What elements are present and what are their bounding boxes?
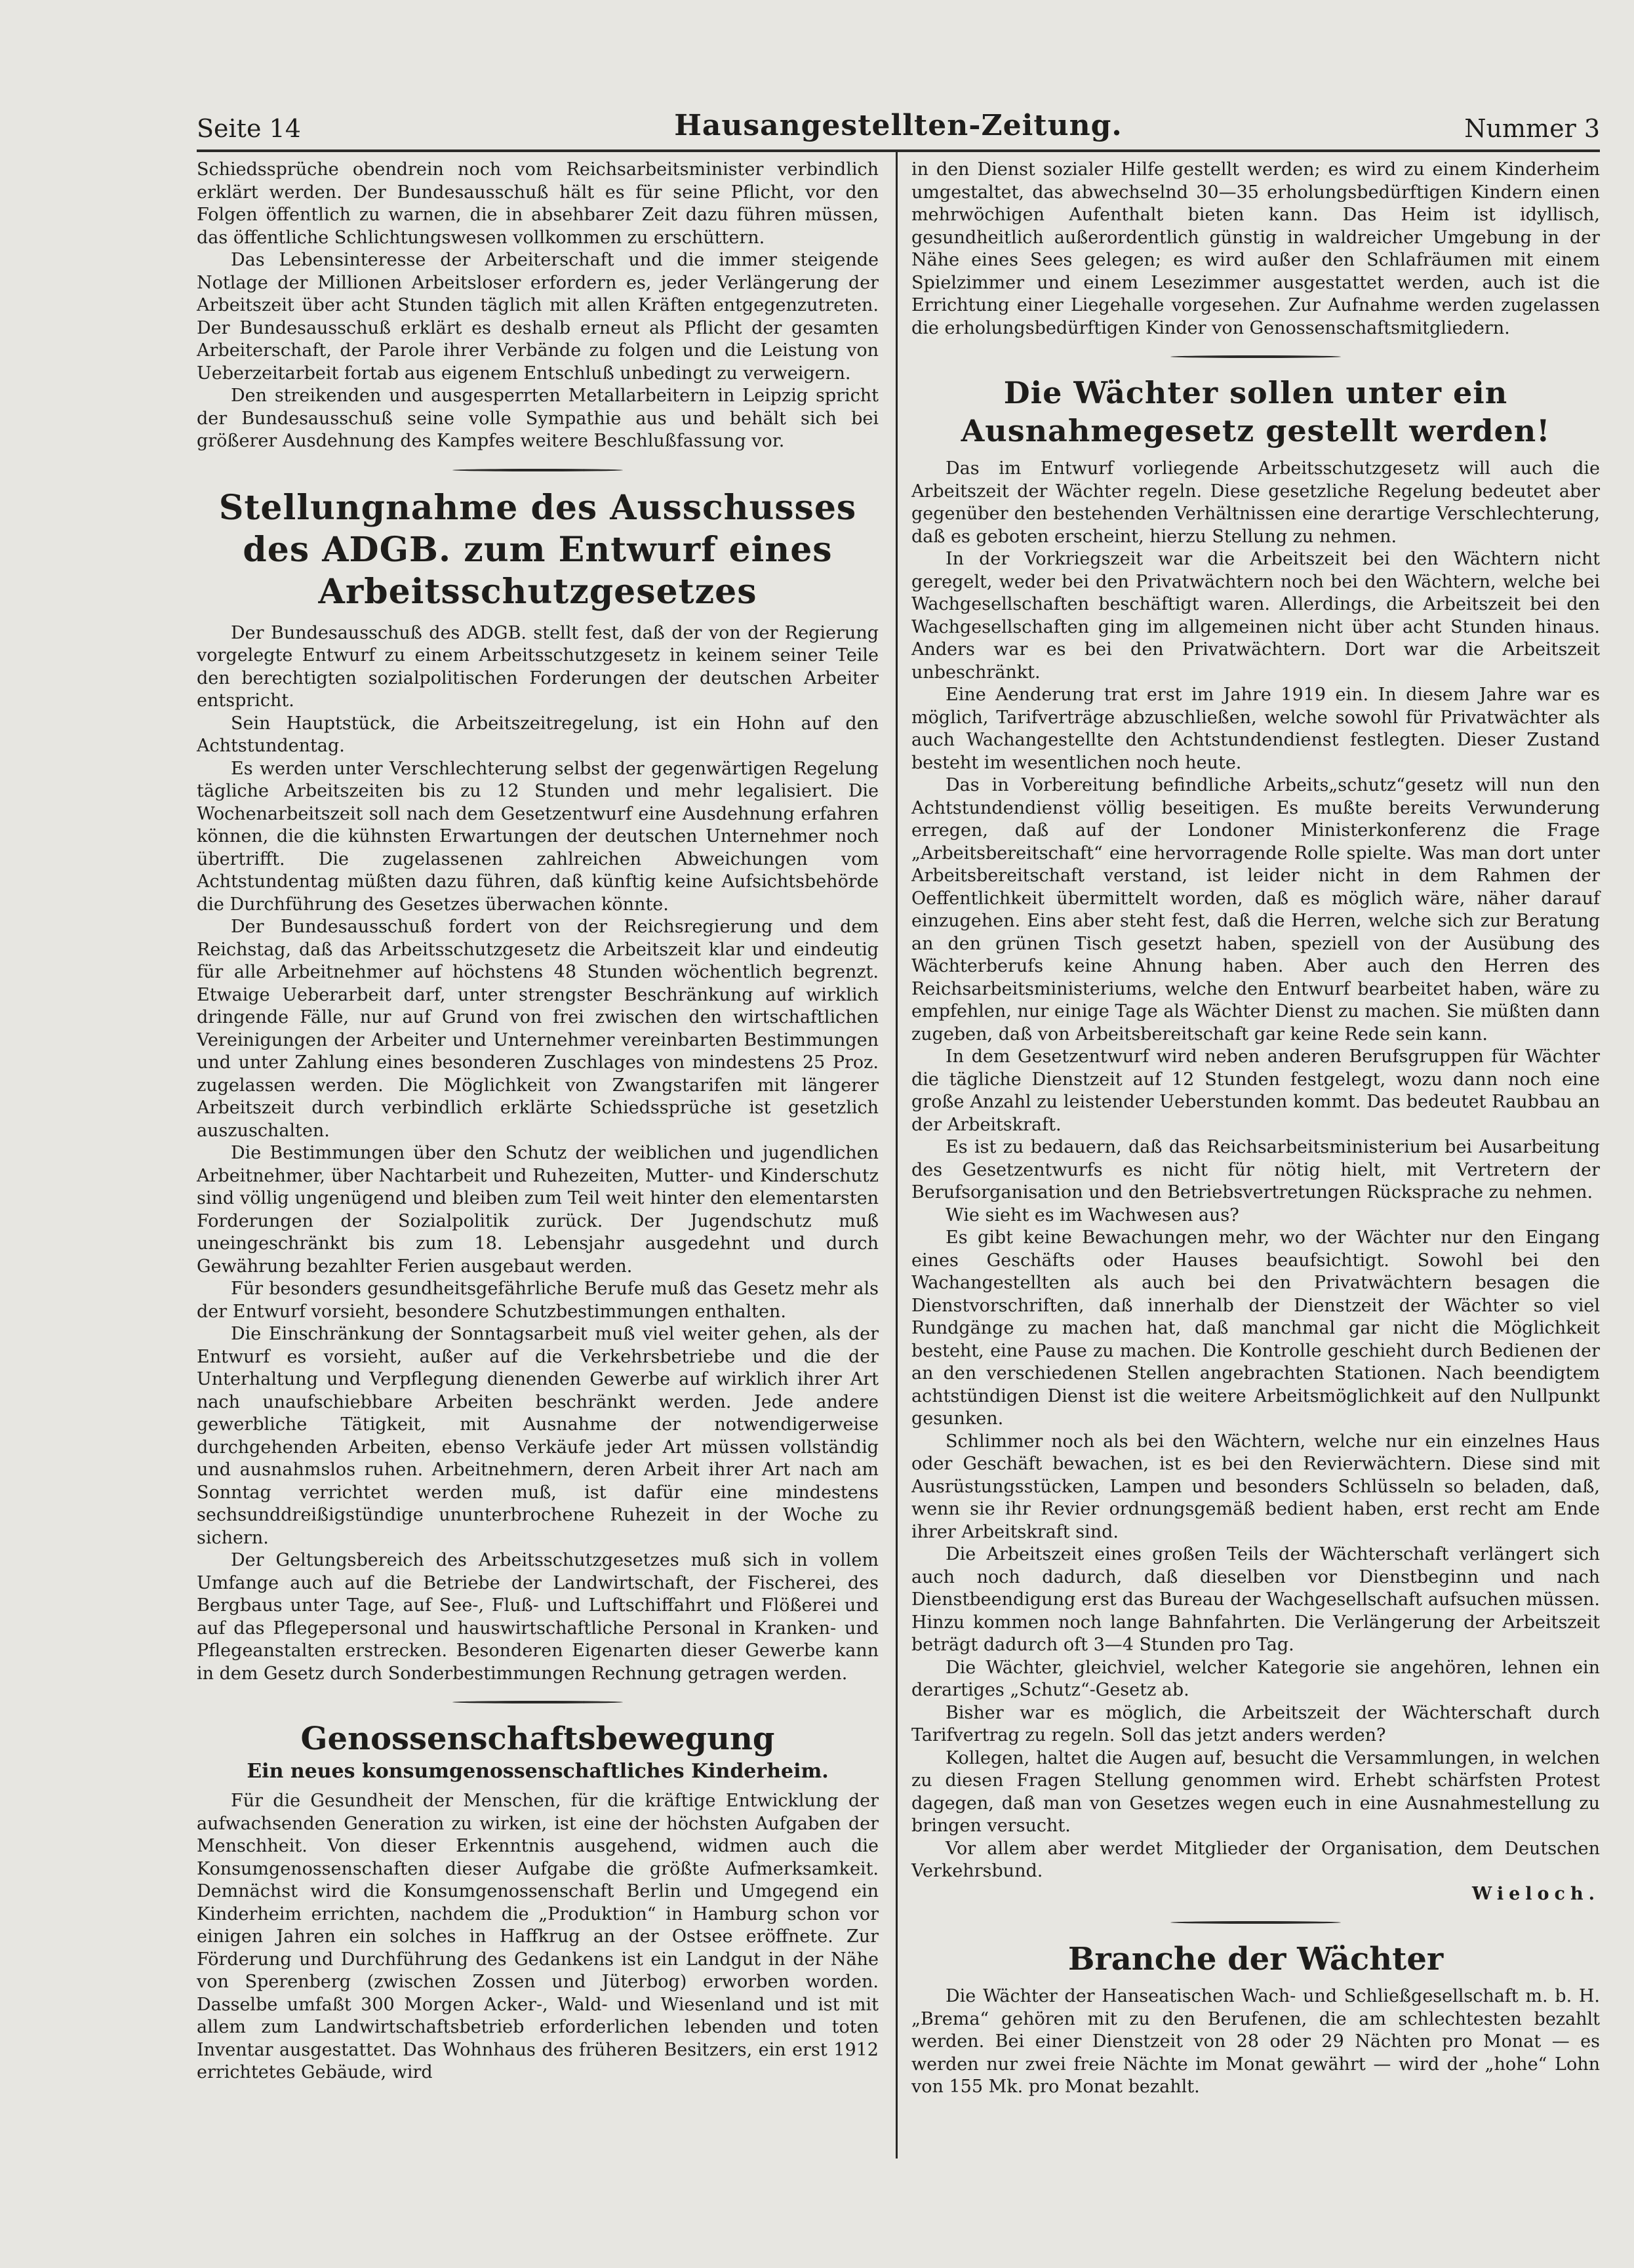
paragraph: Eine Aenderung trat erst im Jahre 1919 ein. In diesem Jahre war es möglich, Tarifverträge abzuschließen, welche sowohl für Privatwächter als auch Wachangestellte den Achtstundendienst festlegten. Dieser Zustand besteht im wesentlichen noch heute. (911, 685, 1600, 773)
section-heading-genossenschaft: Genossenschaftsbewegung (300, 1721, 775, 1757)
article-heading-adgb: Stellungnahme des Ausschusses des ADGB. zum Entwurf eines Arbeitsschutzgesetzes (218, 487, 857, 612)
paragraph: Kollegen, haltet die Augen auf, besucht die Versammlungen, in welchen zu diesen Fragen Stellung genommen wird. Erhebt schärfsten Protest dagegen, daß man von Gesetzes wegen euch in eine Ausnahmestellung zu bringen versucht. (911, 1747, 1600, 1836)
paragraph: Die Arbeitszeit eines großen Teils der Wächterschaft verlängert sich auch noch dadurch, daß dieselben vor Dienstbeginn und nach Dienstbeendigung erst das Bureau der Wachgesellschaft aufsuchen müssen. Hinzu kommen noch lange Bahnfahrten. Die Verlängerung der Arbeitszeit beträgt dadurch oft 3—4 Stunden pro Tag. (911, 1544, 1600, 1655)
paragraph: Das im Entwurf vorliegende Arbeitsschutzgesetz will auch die Arbeitszeit der Wächter regeln. Diese gesetzliche Regelung bedeutet aber gegenüber den bestehenden Verhältnissen eine derartige Verschlechterung, daß es geboten erscheint, hierzu Stellung zu nehmen. (911, 458, 1600, 547)
paragraph: Schlimmer noch als bei den Wächtern, welche nur ein einzelnes Haus oder Geschäft bewachen, ist es bei den Revierwächtern. Diese sind mit Ausrüstungsstücken, Lampen und besonders Schlüsseln so beladen, daß, wenn sie ihr Revier ordnungsgemäß bedient haben, erst recht am Ende ihrer Arbeitskraft sind. (911, 1431, 1600, 1542)
paragraph: Der Bundesausschuß des ADGB. stellt fest, daß der von der Regierung vorgelegte Entwurf zu einem Arbeitsschutzgesetz in keinem seiner Teile den berechtigten sozialpolitischen Forderungen der deutschen Arbeiter entspricht. (197, 622, 879, 711)
separator (452, 469, 623, 471)
paragraph: Das in Vorbereitung befindliche Arbeits„schutz“gesetz will nun den Achtstundendienst völlig beseitigen. Es mußte bereits Verwunderung erregen, daß auf der Londoner Ministerkonferenz die Frage „Arbeitsbereitschaft“ eine hervorragende Rolle spielte. Was man dort unter Arbeitsbereitschaft verstand, ist leider nicht in dem Rahmen der Oeffentlichkeit übermittelt worden, daß es möglich wäre, näher darauf einzugehen. Eins aber steht fest, daß die Herren, welche sich zur Beratung an den grünen Tisch gesetzt haben, speziell von der Ausübung des Wächterberufs keine Ahnung haben. Aber auch den Herren des Reichsarbeitsministeriums, welche den Entwurf bearbeitet haben, wäre zu empfehlen, nur einige Tage als Wächter Dienst zu machen. Sie müßten dann zugeben, daß von Arbeitsbereitschaft gar keine Rede sein kann. (911, 775, 1600, 1044)
separator (452, 1701, 623, 1703)
paragraph: Für besonders gesundheitsgefährliche Berufe muß das Gesetz mehr als der Entwurf vorsieht, besondere Schutzbestimmungen enthalten. (197, 1279, 879, 1322)
paragraph: Das Lebensinteresse der Arbeiterschaft und die immer steigende Notlage der Millionen Arbeitsloser erfordern es, jeder Verlängerung der Arbeitszeit über acht Stunden täglich mit allen Kräften entgegenzutreten. Der Bundesausschuß erklärt es deshalb erneut als Pflicht der gesamten Arbeiterschaft, der Parole ihrer Verbände zu folgen und die Leistung von Ueberzeitarbeit fortab aus eigenem Entschluß unbedingt zu verweigern. (197, 250, 879, 384)
paragraph: in den Dienst sozialer Hilfe gestellt werden; es wird zu einem Kinderheim umgestaltet, das abwechselnd 30—35 erholungsbedürftigen Kindern einen mehrwöchigen Aufenthalt bieten kann. Das Heim ist idyllisch, gesundheitlich außerordentlich günstig in waldreicher Umgebung in der Nähe eines Sees gelegen; es wird außer den Schlafräumen mit einem Spielzimmer und einem Lesezimmer ausgestattet werden, auch ist die Errichtung einer Liegehalle vorgesehen. Zur Aufnahme werden zugelassen die erholungsbedürftigen Kinder von Genossenschaftsmitgliedern. (911, 159, 1600, 338)
paragraph: Die Wächter, gleichviel, welcher Kategorie sie angehören, lehnen ein derartiges „Schutz“-Gesetz ab. (911, 1657, 1600, 1700)
masthead (197, 106, 1600, 152)
paragraph: Für die Gesundheit der Menschen, für die kräftige Entwicklung der aufwachsenden Generation zu wirken, ist eine der höchsten Aufgaben der Menschheit. Von dieser Erkenntnis ausgehend, widmen auch die Konsumgenossenschaften dieser Aufgabe die größte Aufmerksamkeit. Demnächst wird die Konsumgenossenschaft Berlin und Umgegend ein Kinderheim errichten, nachdem die „Produktion“ in Hamburg schon vor einigen Jahren ein solches in Haffkrug an der Ostsee eröffnete. Zur Förderung und Durchführung des Gedankens ist ein Landgut in der Nähe von Sperenberg (zwischen Zossen und Jüterbog) erworben worden. Dasselbe umfaßt 300 Morgen Acker-, Wald- und Wiesenland und ist mit allem zum Landwirtschaftsbetrieb erforderlichen lebenden und toten Inventar ausgestattet. Das Wohnhaus des früheren Besitzers, ein erst 1912 errichtetes Gebäude, wird (197, 1791, 879, 2082)
paragraph: Wie sieht es im Wachwesen aus? (946, 1204, 1239, 1225)
author-signature: Wieloch. (1471, 1883, 1600, 1904)
paragraph: Den streikenden und ausgesperrten Metallarbeitern in Leipzig spricht der Bundesausschuß seine volle Sympathie aus und behält sich bei größerer Ausdehnung des Kampfes weitere Beschlußfassung vor. (197, 386, 879, 451)
paragraph: Die Bestimmungen über den Schutz der weiblichen und jugendlichen Arbeitnehmer, über Nachtarbeit und Ruhezeiten, Mutter- und Kinderschutz sind völlig ungenügend und bleiben zum Teil weit hinter den elementarsten Forderungen der Sozialpolitik zurück. Der Jugendschutz muß uneingeschränkt bis zum 18. Lebensjahr ausgedehnt und durch Gewährung bezahlter Ferien ausgebaut werden. (197, 1143, 879, 1277)
separator (1170, 1921, 1341, 1924)
paragraph: Vor allem aber werdet Mitglieder der Organisation, dem Deutschen Verkehrsbund. (911, 1838, 1600, 1881)
article-heading-waechter: Die Wächter sollen unter ein Ausnahmegesetz gestellt werden! (961, 375, 1551, 448)
page-number: Seite 14 (197, 114, 301, 143)
paragraph: Es werden unter Verschlechterung selbst der gegenwärtigen Regelung tägliche Arbeitszeiten bis zu 12 Stunden und mehr legalisiert. Die Wochenarbeitszeit soll nach dem Gesetzentwurf eine Ausdehnung erfahren können, die die kühnsten Erwartungen der deutschen Unternehmer noch übertrifft. Die zugelassenen zahlreichen Abweichungen vom Achtstundentag müßten dazu führen, daß künftig keine Aufsichtsbehörde die Durchführung des Gesetzes überwachen könnte. (197, 758, 879, 915)
header-rule (197, 149, 1600, 152)
paragraph: Es gibt keine Bewachungen mehr, wo der Wächter nur den Eingang eines Geschäfts oder Hauses beaufsichtigt. Sowohl bei den Wachangestellten als auch bei den Privatwächtern besagen die Dienstvorschriften, daß innerhalb der Dienstzeit der Wächter so viel Rundgänge zu machen hat, daß manchmal gar nicht die Möglichkeit besteht, eine Pause zu machen. Die Kontrolle geschieht durch Bedienen der an den verschiedenen Stellen angebrachten Stationen. Nach beendigtem achtstündigen Dienst ist die weitere Arbeitsmöglichkeit auf den Nullpunkt gesunken. (911, 1227, 1600, 1429)
paragraph: Der Geltungsbereich des Arbeitsschutzgesetzes muß sich in vollem Umfange auch auf die Betriebe der Landwirtschaft, der Fischerei, des Bergbaus unter Tage, auf See-, Fluß- und Luftschiffahrt und Flößerei und auf das Pflegepersonal und hauswirtschaftliche Personal in Kranken- und Pflegeanstalten erstrecken. Besonderen Eigenarten dieser Gewerbe kann in dem Gesetz durch Sonderbestimmungen Rechnung getragen werden. (197, 1550, 879, 1684)
paragraph: Bisher war es möglich, die Arbeitszeit der Wächterschaft durch Tarifvertrag zu regeln. Soll das jetzt anders werden? (911, 1702, 1600, 1745)
separator (1170, 355, 1341, 358)
paragraph: Der Bundesausschuß fordert von der Reichsregierung und dem Reichstag, daß das Arbeitsschutzgesetz die Arbeitszeit klar und eindeutig für alle Arbeitnehmer auf höchstens 48 Stunden wöchentlich begrenzt. Etwaige Ueberarbeit darf, unter strengster Beschränkung auf wirklich dringende Fälle, nur auf Grund von frei zwischen den wirtschaftlichen Vereinigungen der Arbeiter und Unternehmer vereinbarten Bestimmungen und unter Zahlung eines besonderen Zuschlages von mindestens 25 Proz. zugelassen werden. Die Möglichkeit von Zwangstarifen mit längerer Arbeitszeit durch verbindlich erklärte Schiedssprüche ist gesetzlich auszuschalten. (197, 917, 879, 1141)
paragraph: In dem Gesetzentwurf wird neben anderen Berufsgruppen für Wächter die tägliche Dienstzeit auf 12 Stunden festgelegt, wozu dann noch eine große Anzahl zu leistender Ueberstunden kommt. Das bedeutet Raubbau an der Arbeitskraft. (911, 1046, 1600, 1135)
paragraph: Die Einschränkung der Sonntagsarbeit muß viel weiter gehen, als der Entwurf es vorsieht, außer auf die Verkehrsbetriebe und die der Unterhaltung und Verpflegung dienenden Gewerbe auf wirklich ihrer Art nach unaufschiebbare Arbeiten beschränkt werden. Jede andere gewerbliche Tätigkeit, mit Ausnahme der notwendigerweise durchgehenden Arbeiten, ebenso Verkäufe jeder Art müssen vollständig und ausnahmslos ruhen. Arbeitnehmern, deren Arbeit ihrer Art nach am Sonntag verrichtet werden muß, ist dafür eine mindestens sechsunddreißigstündige ununterbrochene Ruhezeit in der Woche zu sichern. (197, 1324, 879, 1548)
subheading-kinderheim: Ein neues konsumgenossenschaftliches Kinderheim. (247, 1760, 829, 1783)
issue-number: Nummer 3 (1464, 114, 1600, 143)
paragraph: Die Wächter der Hanseatischen Wach- und Schließgesellschaft m. b. H. „Brema“ gehören mit zu den Berufenen, die am schlechtesten bezahlt werden. Bei einer Dienstzeit von 28 oder 29 Nächten pro Monat — es werden nur zwei freie Nächte im Monat gewährt — wird der „hohe“ Lohn von 155 Mk. pro Monat bezahlt. (911, 1986, 1600, 2097)
left-column (197, 159, 879, 2084)
column-divider (896, 152, 898, 2159)
paragraph: Sein Hauptstück, die Arbeitszeitregelung, ist ein Hohn auf den Achtstundentag. (197, 713, 879, 756)
paragraph: Es ist zu bedauern, daß das Reichsarbeitsministerium bei Ausarbeitung des Gesetzentwurfs es nicht für nötig hielt, mit Vertretern der Berufsorganisation und den Betriebsvertretungen Rücksprache zu nehmen. (911, 1137, 1600, 1203)
paragraph: In der Vorkriegszeit war die Arbeitszeit bei den Wächtern nicht geregelt, weder bei den Privatwächtern noch bei den Wächtern, welche bei Wachgesellschaften beschäftigt waren. Allerdings, die Arbeitszeit bei den Wachgesellschaften ging im allgemeinen nicht über acht Stunden hinaus. Anders war es bei den Privatwächtern. Dort war die Arbeitszeit unbeschränkt. (911, 549, 1600, 683)
section-heading-branche: Branche der Wächter (1067, 1941, 1444, 1978)
paragraph: Schiedssprüche obendrein noch vom Reichsarbeitsminister verbindlich erklärt werden. Der Bundesausschuß hält es für seine Pflicht, vor den Folgen öffentlich zu warnen, die in absehbarer Zeit dazu führen müssen, das öffentliche Schlichtungswesen vollkommen zu erschüttern. (197, 159, 879, 248)
newspaper-title: Hausangestellten-Zeitung. (674, 109, 1123, 142)
right-column (911, 159, 1600, 2099)
